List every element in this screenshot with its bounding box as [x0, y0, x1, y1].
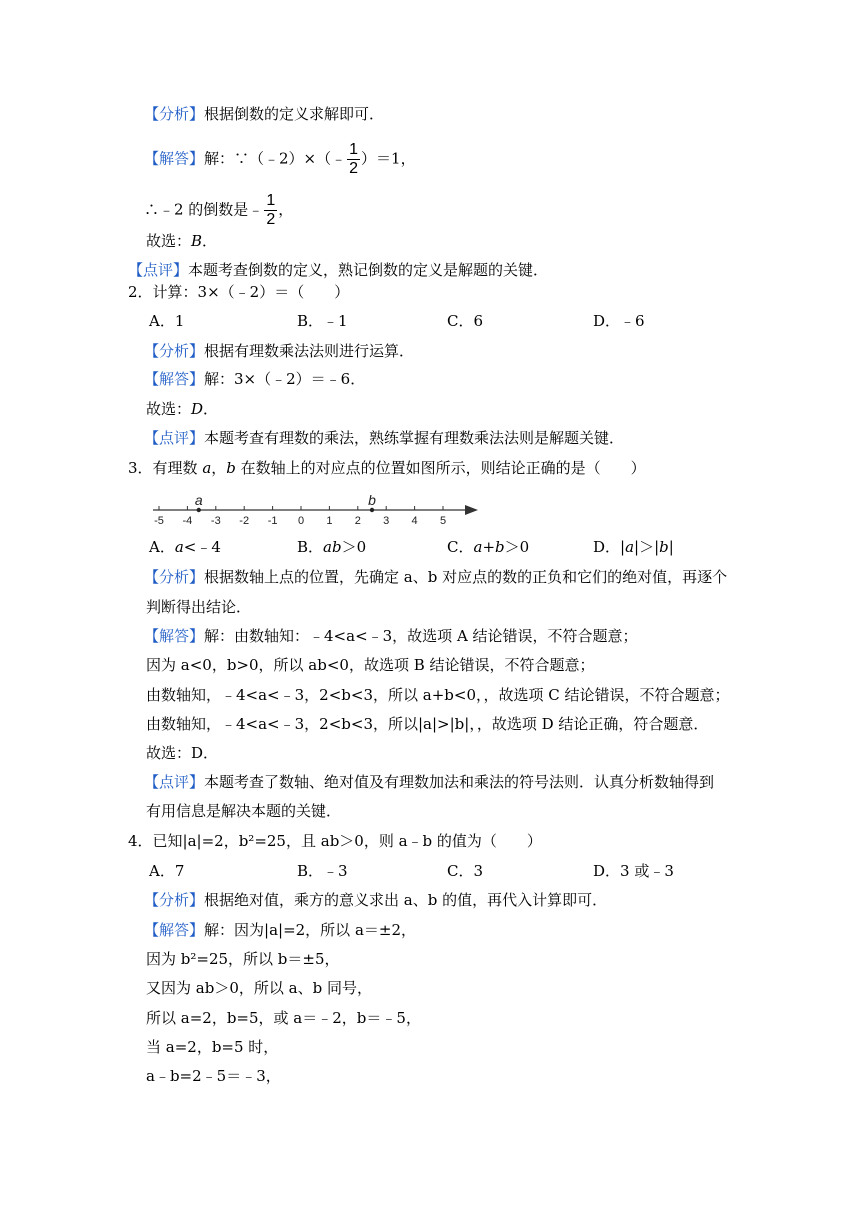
q1-therefore [144, 193, 293, 228]
q4-analysis [144, 890, 607, 910]
solution-tag: 【解答】 [144, 149, 205, 168]
opt-var: a [625, 538, 635, 556]
tick-label: 2 [354, 515, 361, 527]
stem-part: ， [211, 459, 227, 477]
q3-stem [128, 458, 646, 478]
q3-option-c [447, 537, 529, 557]
fraction-numerator: 1 [349, 141, 359, 158]
fraction-denominator: 2 [349, 160, 359, 177]
q3-comment [144, 772, 714, 792]
q1-analysis [144, 104, 384, 124]
solution-tag: 【解答】 [144, 921, 205, 939]
opt-pre: D．| [593, 538, 626, 556]
therefore-prefix: ∴﹣2 的倒数是﹣ [144, 200, 264, 219]
solution-tag: 【解答】 [144, 627, 205, 645]
q3-solution-line4: 由数轴知，﹣4<a<﹣3，2<b<3，所以|a|>|b|，，故选项 D 结论正确，符合题意． [146, 715, 709, 733]
q4-solution-line5: 当 a=2，b=5 时， [146, 1038, 279, 1056]
var-b: b [226, 459, 236, 477]
point-label-b: b [368, 492, 376, 508]
q4-option-d: D．3 或﹣3 [593, 862, 674, 880]
q4-option-c: C．3 [447, 862, 484, 880]
solution-tag: 【解答】 [144, 370, 205, 388]
opt-var: b [659, 538, 669, 556]
fraction [347, 142, 360, 177]
opt-mid: <﹣4 [183, 538, 221, 556]
q4-option-b: B．﹣3 [297, 862, 348, 880]
q3-analysis-line2: 判断得出结论． [146, 598, 252, 616]
q2-option-a: A．1 [149, 312, 185, 330]
tick-label: 0 [297, 515, 305, 527]
q4-option-a: A．7 [149, 862, 185, 880]
opt-pre: B． [297, 538, 324, 556]
q3-analysis [144, 567, 727, 587]
q3-solution-line2: 因为 a<0，b>0，所以 ab<0，故选项 B 结论错误，不符合题意； [146, 656, 595, 674]
q1-choice [146, 231, 217, 251]
q3-solution [144, 626, 638, 646]
opt-var: ab [323, 538, 342, 556]
choose-prefix: 故选： [146, 400, 192, 418]
opt-mid: |＞| [634, 538, 660, 556]
q3-option-d [593, 537, 674, 557]
analysis-tag: 【分析】 [144, 342, 205, 360]
fraction-denominator: 2 [266, 211, 276, 228]
comment-tag: 【点评】 [128, 261, 189, 279]
solution-text: 解：由数轴知：﹣4<a<﹣3，故选项 A 结论错误，不符合题意； [204, 627, 638, 645]
q2-analysis [144, 341, 414, 361]
q2-option-b: B．﹣1 [297, 312, 348, 330]
opt-var: a [174, 538, 184, 556]
opt-var: b [495, 538, 505, 556]
analysis-text: 根据有理数乘法法则进行运算． [204, 342, 415, 360]
stem-part: 3．有理数 [128, 459, 203, 477]
analysis-tag: 【分析】 [144, 568, 205, 586]
opt-mid: ＞0 [341, 538, 367, 556]
tick-label: -4 [182, 515, 193, 527]
analysis-tag: 【分析】 [144, 891, 205, 909]
q3-option-b [297, 537, 366, 557]
choose-prefix: 故选： [146, 232, 192, 250]
tick-label: 5 [439, 515, 447, 527]
q4-solution-line2: 因为 b²=25，所以 b＝±5， [146, 950, 340, 968]
opt-var: a [473, 538, 483, 556]
q2-option-c: C．6 [447, 312, 484, 330]
q3-solution-line3: 由数轴知，﹣4<a<﹣3，2<b<3，所以 a+b<0，，故选项 C 结论错误，不符合题意； [146, 686, 730, 704]
q4-solution [144, 920, 416, 940]
q4-solution-line6: a﹣b=2﹣5＝﹣3， [146, 1067, 281, 1085]
q3-option-a [149, 537, 221, 557]
tick-label: -2 [239, 515, 250, 527]
q4-solution-line4: 所以 a=2，b=5，或 a＝﹣2，b＝﹣5， [146, 1009, 421, 1027]
point-label-a: a [194, 492, 203, 508]
analysis-tag: 【分析】 [144, 105, 205, 123]
opt-post: | [668, 538, 674, 556]
var-a: a [202, 459, 212, 477]
tick-label: 1 [326, 515, 333, 527]
solution-text: 解：3×（﹣2）＝﹣6． [204, 370, 366, 388]
tick-label: 3 [383, 515, 390, 527]
tick-label: -3 [210, 515, 221, 527]
stem-part: 在数轴上的对应点的位置如图所示，则结论正确的是（ ） [235, 459, 646, 477]
q1-solution [144, 142, 416, 177]
q3-choice: 故选：D． [146, 744, 219, 762]
q2-option-d: D．﹣6 [593, 312, 645, 330]
axis-arrow-icon [465, 505, 478, 515]
comment-text: 本题考查倒数的定义，熟记倒数的定义是解题的关键． [188, 261, 549, 279]
comment-text: 本题考查有理数的乘法，熟练掌握有理数乘法法则是解题关键． [204, 429, 625, 447]
tick-label: -1 [267, 515, 278, 527]
solution-suffix: ）＝1， [361, 149, 416, 168]
tick-label: 4 [411, 515, 418, 527]
choose-suffix: ． [203, 400, 219, 418]
point-b [370, 508, 374, 512]
q3-comment-line2: 有用信息是解决本题的关键． [146, 802, 342, 820]
analysis-text: 根据倒数的定义求解即可． [204, 105, 385, 123]
q4-solution-line3: 又因为 ab＞0，所以 a、b 同号， [146, 979, 372, 997]
opt-pre: A． [149, 538, 175, 556]
opt-mid: + [482, 538, 496, 556]
opt-post: ＞0 [504, 538, 530, 556]
tick-label: -5 [154, 515, 164, 527]
comment-text: 本题考查了数轴、绝对值及有理数加法和乘法的符号法则．认真分析数轴得到 [204, 773, 715, 791]
therefore-suffix: ， [278, 200, 294, 219]
analysis-text: 根据绝对值，乘方的意义求出 a、b 的值，再代入计算即可． [204, 891, 608, 909]
q2-stem: 2．计算：3×（﹣2）＝（ ） [128, 283, 350, 301]
q2-choice [146, 399, 218, 419]
q1-comment [128, 260, 548, 280]
fraction [264, 193, 277, 228]
fraction-numerator: 1 [266, 192, 276, 209]
choose-suffix: ． [202, 232, 218, 250]
comment-tag: 【点评】 [144, 773, 205, 791]
analysis-text: 根据数轴上点的位置，先确定 a、b 对应点的数的正负和它们的绝对值，再逐个 [204, 568, 728, 586]
choose-letter: D [191, 400, 204, 418]
solution-prefix: 解：∵（﹣2）×（﹣ [204, 149, 347, 168]
q2-solution [144, 369, 365, 389]
point-a [197, 508, 201, 512]
comment-tag: 【点评】 [144, 429, 205, 447]
q2-comment [144, 428, 624, 448]
solution-text: 解：因为|a|=2，所以 a＝±2， [204, 921, 417, 939]
opt-pre: C． [447, 538, 474, 556]
choose-letter: B [191, 232, 203, 250]
q4-stem: 4．已知|a|=2，b²=25，且 ab＞0，则 a﹣b 的值为（ ） [128, 832, 542, 850]
number-line [145, 484, 485, 530]
